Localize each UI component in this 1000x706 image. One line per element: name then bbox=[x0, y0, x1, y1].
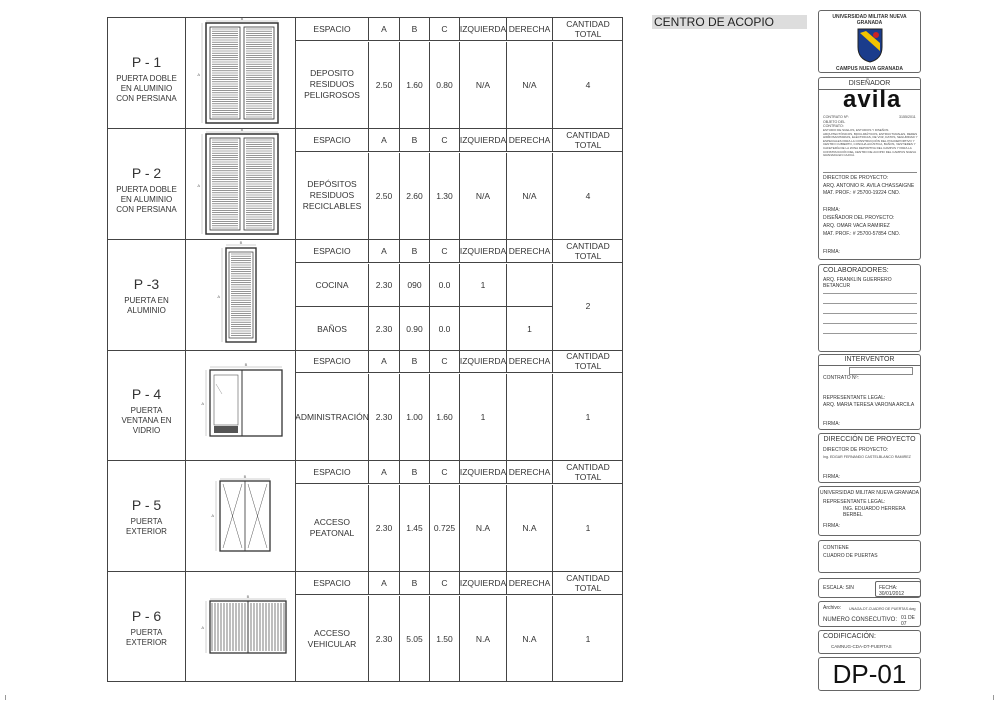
umng-block bbox=[818, 486, 921, 536]
cell-total: 4 bbox=[585, 190, 591, 201]
file-name: UNAGA-DT-CUADRO DE PUERTAS.dwg bbox=[849, 607, 916, 611]
cell-espacio: ACCESO PEATONAL bbox=[296, 485, 369, 571]
column-header: C bbox=[430, 129, 460, 152]
legal-rep-name: ARQ. MARIA TERESA VARONA ARCILA bbox=[823, 402, 915, 408]
cell-total: 4 bbox=[585, 79, 591, 90]
cell-izq: N.A bbox=[460, 485, 507, 571]
svg-text:A: A bbox=[197, 182, 200, 188]
cell-espacio: COCINA bbox=[296, 264, 369, 307]
column-header: B bbox=[400, 572, 430, 595]
cell-b: 5.05 bbox=[400, 596, 430, 682]
column-header: ESPACIO bbox=[296, 18, 369, 41]
contents-block bbox=[818, 540, 921, 573]
cell-b: 2.60 bbox=[400, 153, 430, 239]
scale-label: ESCALA: SIN bbox=[823, 585, 854, 591]
door-id: P -3 bbox=[133, 275, 160, 292]
svg-text:A: A bbox=[217, 293, 220, 299]
door-row bbox=[108, 350, 622, 461]
door-drawing bbox=[186, 240, 296, 350]
column-header: A bbox=[369, 350, 400, 373]
project-direction-dir: DIRECTOR DE PROYECTO: bbox=[823, 447, 889, 453]
column-header: IZQUIERDA bbox=[460, 572, 507, 595]
column-header: A bbox=[369, 461, 400, 484]
column-header: CANTIDAD TOTAL bbox=[553, 240, 623, 263]
door-row bbox=[108, 240, 622, 351]
cell-der: N/A bbox=[507, 42, 553, 128]
door-drawing bbox=[186, 18, 296, 128]
door-row bbox=[108, 18, 622, 129]
consecutive-number: 01 DE 07 bbox=[901, 615, 915, 627]
cell-c: 1.60 bbox=[430, 374, 460, 460]
interventor-label: INTERVENTOR bbox=[844, 356, 895, 363]
column-header: C bbox=[430, 350, 460, 373]
column-header: C bbox=[430, 461, 460, 484]
page-title: CENTRO DE ACOPIO bbox=[652, 15, 807, 29]
svg-text:B: B bbox=[246, 594, 250, 599]
legal-rep-label: REPRESENTANTE LEGAL: bbox=[823, 395, 886, 401]
cell-b: 1.60 bbox=[400, 42, 430, 128]
door-drawing bbox=[186, 572, 296, 682]
cell-der: 1 bbox=[507, 307, 553, 350]
disenador-name: ARQ. OMAR VACA RAMIREZ bbox=[823, 223, 890, 229]
door-row bbox=[108, 129, 622, 240]
director-label: DIRECTOR DE PROYECTO: bbox=[823, 175, 889, 181]
column-header: C bbox=[430, 240, 460, 263]
column-header: CANTIDAD TOTAL bbox=[553, 572, 623, 595]
university-name: UNIVERSIDAD MILITAR NUEVA GRANADA bbox=[832, 14, 907, 26]
cell-der: N.A bbox=[507, 596, 553, 682]
column-header: B bbox=[400, 350, 430, 373]
disenador-proy-label: DISEÑADOR DEL PROYECTO: bbox=[823, 215, 895, 221]
cell-a: 2.30 bbox=[369, 307, 400, 350]
cell-der bbox=[507, 264, 553, 307]
svg-text:B: B bbox=[243, 474, 247, 480]
cell-espacio: BAÑOS bbox=[296, 307, 369, 350]
umng-rep-name: ING. EDUARDO HERRERA BERBEL bbox=[843, 506, 906, 518]
column-header: C bbox=[430, 572, 460, 595]
consecutive-label: NUMERO CONSECUTIVO: bbox=[823, 617, 898, 623]
door-id: P - 4 bbox=[131, 386, 162, 403]
designer-logo: avila bbox=[843, 86, 902, 113]
firma-3: FIRMA: bbox=[823, 421, 840, 427]
interventor-contract: CONTRATO Nº: bbox=[823, 375, 859, 381]
umng-rep-label: REPRESENTANTE LEGAL: bbox=[823, 499, 886, 505]
svg-text:B: B bbox=[240, 18, 244, 21]
column-header: IZQUIERDA bbox=[460, 461, 507, 484]
door-id: P - 6 bbox=[131, 608, 162, 624]
door-description: PUERTA VENTANA EN VIDRIO bbox=[121, 406, 172, 436]
contract-number: 3155/2011 bbox=[899, 115, 916, 119]
cell-a: 2.30 bbox=[369, 596, 400, 682]
firma-4: FIRMA: bbox=[823, 474, 840, 480]
firma-1: FIRMA: bbox=[823, 207, 840, 213]
column-header: B bbox=[400, 461, 430, 484]
cell-total: 1 bbox=[585, 523, 591, 534]
column-header: CANTIDAD TOTAL bbox=[553, 350, 623, 373]
door-description: PUERTA DOBLE EN ALUMINIO CON PERSIANA bbox=[116, 184, 177, 214]
svg-text:A: A bbox=[211, 513, 214, 519]
cell-izq bbox=[460, 307, 507, 350]
coding-value: CAMNUG-CDA-DT-PUERTAS bbox=[831, 644, 892, 649]
svg-text:A: A bbox=[197, 72, 200, 77]
column-header: IZQUIERDA bbox=[460, 350, 507, 373]
cell-espacio: DEPOSITO RESIDUOS PELIGROSOS bbox=[296, 42, 369, 128]
door-description: PUERTA EXTERIOR bbox=[126, 628, 167, 647]
column-header: CANTIDAD TOTAL bbox=[553, 461, 623, 484]
column-header: CANTIDAD TOTAL bbox=[553, 129, 623, 152]
cell-b: 0.90 bbox=[400, 307, 430, 350]
cell-c: 0.0 bbox=[430, 307, 460, 350]
cell-c: 0.80 bbox=[430, 42, 460, 128]
svg-text:A: A bbox=[201, 401, 204, 407]
cell-c: 0.725 bbox=[430, 485, 460, 571]
door-row bbox=[108, 572, 622, 683]
column-header: B bbox=[400, 18, 430, 41]
column-header: A bbox=[369, 240, 400, 263]
contents-label: CONTIENE bbox=[823, 545, 849, 551]
cell-total: 1 bbox=[585, 633, 591, 644]
cell-b: 1.45 bbox=[400, 485, 430, 571]
door-drawing bbox=[186, 461, 296, 571]
svg-text:A: A bbox=[201, 625, 204, 630]
door-code-cell bbox=[108, 18, 186, 128]
door-description: PUERTA EN ALUMINIO bbox=[124, 295, 169, 315]
file-label: Archivo: bbox=[823, 605, 842, 611]
column-header: DERECHA bbox=[507, 461, 553, 484]
cell-c: 0.0 bbox=[430, 264, 460, 307]
designer-label: DISEÑADOR bbox=[848, 80, 891, 87]
column-header: B bbox=[400, 240, 430, 263]
cell-b: 1.00 bbox=[400, 374, 430, 460]
door-description: PUERTA EXTERIOR bbox=[126, 517, 167, 537]
column-header: DERECHA bbox=[507, 129, 553, 152]
column-header: B bbox=[400, 129, 430, 152]
cell-a: 2.50 bbox=[369, 153, 400, 239]
object-label: OBJETO DEL CONTRATO: bbox=[823, 120, 846, 129]
svg-text:B: B bbox=[239, 239, 243, 245]
column-header: IZQUIERDA bbox=[460, 129, 507, 152]
door-drawing bbox=[186, 350, 296, 460]
cell-b: 090 bbox=[400, 264, 430, 307]
column-header: ESPACIO bbox=[296, 572, 369, 595]
cell-espacio: ACCESO VEHICULAR bbox=[296, 596, 369, 682]
firma-2: FIRMA: bbox=[823, 249, 840, 255]
contract-label: CONTRATO Nº: bbox=[823, 115, 849, 119]
door-code-cell bbox=[108, 461, 186, 571]
campus-name: CAMPUS NUEVA GRANADA bbox=[836, 66, 903, 72]
sheet-code: DP-01 bbox=[832, 659, 907, 689]
cell-total: 1 bbox=[585, 412, 591, 423]
column-header: C bbox=[430, 18, 460, 41]
collaborator-name: ARQ. FRANKLIN GUERRERO BETANCUR bbox=[823, 277, 892, 289]
door-row bbox=[108, 461, 622, 572]
door-id: P - 5 bbox=[131, 497, 162, 514]
director-name: ARQ. ANTONIO R. AVILA CHASSAIGNE bbox=[823, 183, 915, 189]
column-header: DERECHA bbox=[507, 572, 553, 595]
designer-block bbox=[818, 77, 921, 260]
column-header: DERECHA bbox=[507, 18, 553, 41]
column-header: DERECHA bbox=[507, 350, 553, 373]
door-code-cell bbox=[108, 240, 186, 350]
date-label: FECHA: 30/01/2012 bbox=[879, 585, 905, 597]
university-shield-icon bbox=[856, 27, 884, 63]
column-header: ESPACIO bbox=[296, 350, 369, 373]
column-header: A bbox=[369, 18, 400, 41]
column-header: ESPACIO bbox=[296, 129, 369, 152]
column-header: ESPACIO bbox=[296, 461, 369, 484]
svg-text:B: B bbox=[244, 362, 248, 368]
column-header: IZQUIERDA bbox=[460, 18, 507, 41]
column-header: A bbox=[369, 129, 400, 152]
door-schedule-table bbox=[107, 17, 623, 682]
project-direction-label: DIRECCIÓN DE PROYECTO bbox=[823, 436, 916, 443]
door-description: PUERTA DOBLE EN ALUMINIO CON PERSIANA bbox=[116, 74, 177, 103]
collaborators-block bbox=[818, 264, 921, 352]
column-header: ESPACIO bbox=[296, 240, 369, 263]
cell-izq: 1 bbox=[460, 264, 507, 307]
cell-a: 2.50 bbox=[369, 42, 400, 128]
cell-c: 1.30 bbox=[430, 153, 460, 239]
cell-izq: N/A bbox=[460, 42, 507, 128]
cell-izq: 1 bbox=[460, 374, 507, 460]
coding-label: CODIFICACIÓN: bbox=[823, 633, 876, 640]
object-text: ESTUDIO DE SUELOS, ESTUDIOS Y DISEÑOS ARQUITECTÓNICOS, BIOCLIMÁTICOS, ESTRUCTURALES, REDES HIDROSANITARIAS, ELÉCTRICAS, DE VOZ, DATOS, SEGURIDAD Y ESPECIALES PARA LA CONSTRUCCIÓN DEL POLIDEPORTIVO Y CENTRO CUBIERTO, CONCHA ACÚSTICA, BAÑOS, VESTIERES Y CAFETERÍA DE LA ZONA DEPORTIVA DEL CAMPUS Y PARA LA CONSTRUCCIÓN DEL CENTRO DE ACOPIO DEL CAMPUS NUEVA GRANADA EN CAJICÁ. bbox=[823, 128, 918, 158]
column-header: A bbox=[369, 572, 400, 595]
disenador-mat: MAT. PROF.: # 25700-57854 CND. bbox=[823, 231, 901, 237]
director-mat: MAT. PROF.: # 25700-19224 CND. bbox=[823, 190, 901, 196]
project-direction-name: Ing. EDGAR FERNANDO CASTELBLANCO RAMIREZ bbox=[823, 455, 911, 459]
door-drawing bbox=[186, 129, 296, 239]
column-header: IZQUIERDA bbox=[460, 240, 507, 263]
sheet-code-block bbox=[818, 657, 921, 691]
door-code-cell bbox=[108, 572, 186, 682]
contents-text: CUADRO DE PUERTAS bbox=[823, 553, 878, 559]
cell-a: 2.30 bbox=[369, 485, 400, 571]
door-id: P - 2 bbox=[131, 164, 162, 181]
cell-der: N.A bbox=[507, 485, 553, 571]
project-direction-block bbox=[818, 433, 921, 483]
door-code-cell bbox=[108, 129, 186, 239]
cell-espacio: DEPÓSITOS RESIDUOS RECICLABLES bbox=[296, 153, 369, 239]
svg-text:B: B bbox=[240, 128, 244, 132]
cell-a: 2.30 bbox=[369, 264, 400, 307]
scale-date-block bbox=[818, 578, 921, 598]
cell-total: 2 bbox=[585, 301, 591, 312]
interventor-block bbox=[818, 354, 921, 430]
file-block bbox=[818, 601, 921, 627]
university-block bbox=[818, 10, 921, 73]
door-id: P - 1 bbox=[131, 54, 162, 70]
cell-der: N/A bbox=[507, 153, 553, 239]
cell-a: 2.30 bbox=[369, 374, 400, 460]
column-header: CANTIDAD TOTAL bbox=[553, 18, 623, 41]
collaborators-label: COLABORADORES: bbox=[823, 267, 889, 274]
column-header: DERECHA bbox=[507, 240, 553, 263]
cell-c: 1.50 bbox=[430, 596, 460, 682]
firma-5: FIRMA: bbox=[823, 523, 840, 529]
cell-espacio: ADMINISTRACIÓN bbox=[296, 374, 369, 460]
umng-name: UNIVERSIDAD MILITAR NUEVA GRANADA bbox=[820, 490, 919, 496]
cell-izq: N/A bbox=[460, 153, 507, 239]
cell-der bbox=[507, 374, 553, 460]
cell-izq: N.A bbox=[460, 596, 507, 682]
door-code-cell bbox=[108, 350, 186, 460]
coding-block bbox=[818, 630, 921, 654]
